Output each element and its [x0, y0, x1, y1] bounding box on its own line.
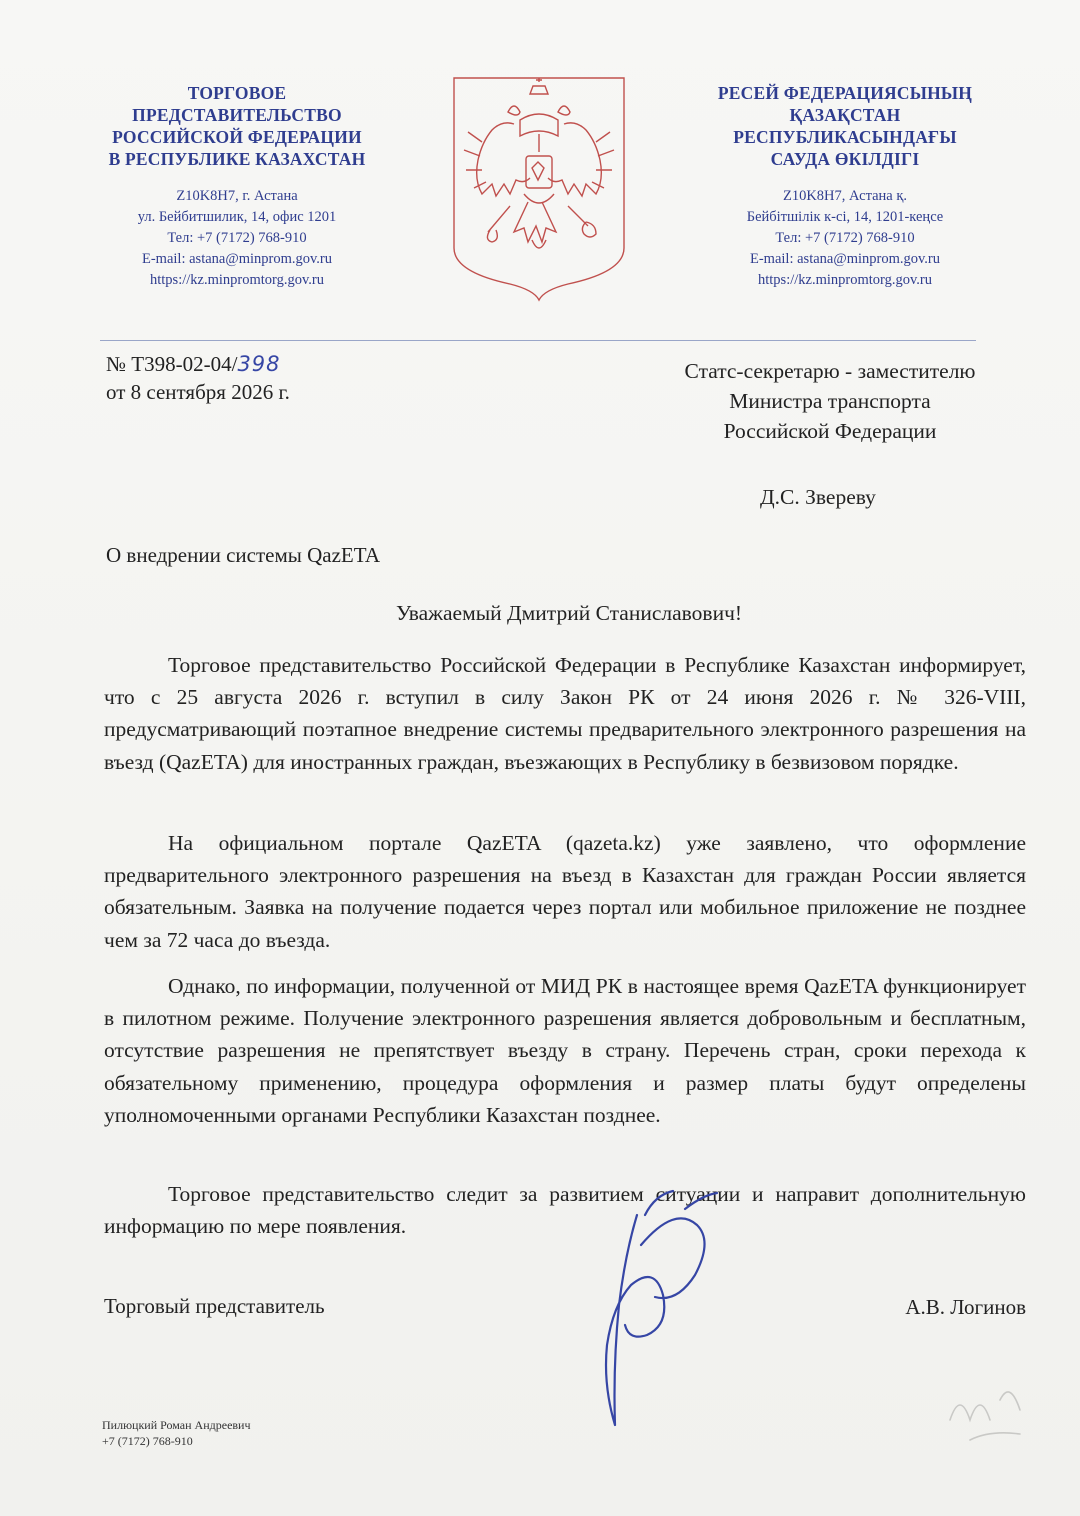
body-paragraph: Торговое представительство Российской Федерации в Республике Казахстан информирует, что с 25 августа 2026 г. вступил в силу Закон РК от 24 июня 2026 г. № 326-VIII, предусматривающий поэтапное внедрение системы предварительного электронного разрешения на въезд (QazETA) для иностранных граждан, въезжающих в Республику в безвизовом порядке. — [104, 653, 1026, 774]
coat-of-arms-icon — [448, 72, 630, 304]
addressee-title: Статс-секретарю - заместителю Министра транспорта Российской Федерации — [684, 359, 976, 443]
faint-stamp-mark — [930, 1340, 1050, 1460]
signatory-name: А.В. Логинов — [905, 1295, 1026, 1319]
org-name-ru: ТОРГОВОЕ ПРЕДСТАВИТЕЛЬСТВО РОССИЙСКОЙ ФЕДЕРАЦИИ В РЕСПУБЛИКЕ КАЗАХСТАН — [108, 83, 366, 169]
outgoing-number: № Т398-02-04/398 — [106, 352, 281, 376]
address-ru: Z10K8H7, г. Астана ул. Бейбитшилик, 14, офис 1201 Тел: +7 (7172) 768-910 E-mail: astana@minprom.gov.ru https://kz.minpromtorg.gov.ru — [137, 188, 337, 288]
body-paragraph: На официальном портале QazETA (qazeta.kz) уже заявлено, что оформление предварительного электронного разрешения на въезд в Казахстан для граждан России является обязательным. Заявка на получение подается через портал или мобильное приложение не позднее чем за 72 часа до въезда. — [104, 831, 1026, 952]
executor-name: Пилюцкий Роман Андреевич — [102, 1418, 251, 1432]
salutation: Уважаемый Дмитрий Станиславович! — [395, 601, 743, 625]
body-paragraph: Торговое представительство следит за развитием ситуации и направит дополнительную информацию по мере появления. — [104, 1182, 1026, 1239]
body-paragraph: Однако, по информации, полученной от МИД РК в настоящее время QazETA функционирует в пилотном режиме. Получение электронного разрешения является добровольным и бесплатным, отсутствие разрешения не препятствует въезду в страну. Перечень стран, сроки перехода к обязательному применению, процедура оформления и размер платы будут определены уполномоченными органами Республики Казахстан позднее. — [104, 974, 1026, 1127]
handwritten-number: 398 — [237, 352, 281, 376]
header-divider — [100, 340, 976, 341]
signatory-title: Торговый представитель — [104, 1294, 325, 1318]
executor-phone: +7 (7172) 768-910 — [102, 1434, 193, 1448]
address-kz: Z10K8H7, Астана қ. Бейбітшілік к-сі, 14, 1201-кеңсе Тел: +7 (7172) 768-910 E-mail: astana@minprom.gov.ru https://kz.minpromtorg.gov.ru — [746, 188, 944, 288]
letter-date: от 8 сентября 2026 г. — [106, 380, 290, 404]
addressee-name: Д.С. Звереву — [760, 485, 876, 509]
org-name-kz: РЕСЕЙ ФЕДЕРАЦИЯСЫНЫҢ ҚАЗАҚСТАН РЕСПУБЛИКАСЫНДАҒЫ САУДА ӨКІЛДІГІ — [717, 83, 973, 169]
letter-subject: О внедрении системы QazETA — [106, 543, 381, 567]
handwritten-signature — [585, 1185, 725, 1435]
header-right — [686, 82, 1004, 291]
header-left — [82, 82, 392, 291]
